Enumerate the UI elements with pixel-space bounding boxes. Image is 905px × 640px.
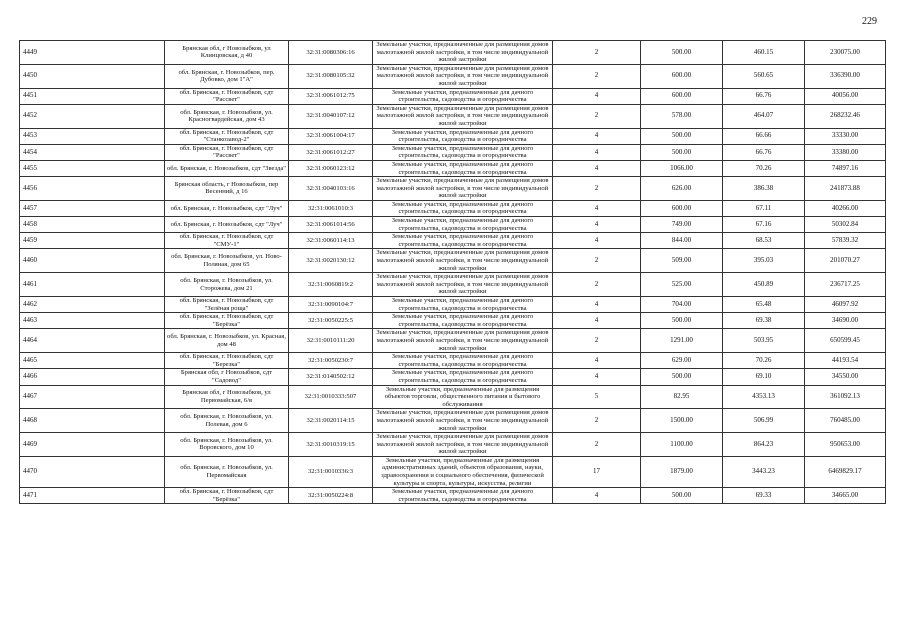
row-area: 1100.00 — [641, 433, 723, 457]
table-row — [20, 369, 886, 385]
row-specific-value: 4353.13 — [723, 385, 805, 409]
row-address: обл. Брянская, г. Новозыбков, ул. Красногвардейская, дом 43 — [165, 104, 289, 128]
row-cadastral-number: 32:31:0140502:12 — [289, 369, 373, 385]
table-row — [20, 41, 886, 65]
table-row — [20, 177, 886, 201]
cadastral-value-table — [19, 40, 886, 504]
table-row — [20, 217, 886, 233]
table-row — [20, 144, 886, 160]
row-cadastral-value: 950653.00 — [805, 433, 886, 457]
row-group: 4 — [553, 353, 641, 369]
table-row — [20, 353, 886, 369]
row-cadastral-value: 33330.00 — [805, 128, 886, 144]
table-row — [20, 200, 886, 216]
row-cadastral-number: 32:31:0060123:12 — [289, 160, 373, 176]
row-group: 2 — [553, 433, 641, 457]
row-group: 2 — [553, 273, 641, 297]
row-area: 749.00 — [641, 217, 723, 233]
row-cadastral-number: 32:31:0050225:5 — [289, 313, 373, 329]
row-area: 578.00 — [641, 104, 723, 128]
row-number: 4458 — [20, 217, 165, 233]
row-land-purpose: Земельные участки, предназначенные для дачного строительства, садоводства и огородничества — [373, 128, 553, 144]
row-land-purpose: Земельные участки, предназначенные для дачного строительства, садоводства и огородничества — [373, 353, 553, 369]
row-cadastral-number: 32:31:0040103:16 — [289, 177, 373, 201]
row-number: 4457 — [20, 200, 165, 216]
row-specific-value: 864.23 — [723, 433, 805, 457]
row-cadastral-number: 32:31:0010111:20 — [289, 329, 373, 353]
row-land-purpose: Земельные участки, предназначенные для размещения домов малоэтажной жилой застройки, в том числе индивидуальной жилой застройки — [373, 329, 553, 353]
row-number: 4465 — [20, 353, 165, 369]
row-area: 500.00 — [641, 41, 723, 65]
row-number: 4461 — [20, 273, 165, 297]
row-number: 4453 — [20, 128, 165, 144]
table-row — [20, 297, 886, 313]
table-row — [20, 385, 886, 409]
row-group: 4 — [553, 160, 641, 176]
row-address: обл. Брянская, г. Новозыбков, сдт "Зелёная роща" — [165, 297, 289, 313]
row-cadastral-value: 34665.00 — [805, 488, 886, 504]
row-specific-value: 450.89 — [723, 273, 805, 297]
row-land-purpose: Земельные участки, предназначенные для размещения объектов торговли, общественного питания и бытового обслуживания — [373, 385, 553, 409]
row-address: обл. Брянская, г. Новозыбков, сдт "Берёзка" — [165, 313, 289, 329]
row-cadastral-value: 33380.00 — [805, 144, 886, 160]
row-cadastral-value: 46097.92 — [805, 297, 886, 313]
row-land-purpose: Земельные участки, предназначенные для размещения домов малоэтажной жилой застройки, в том числе индивидуальной жилой застройки — [373, 64, 553, 88]
row-cadastral-value: 760485.00 — [805, 409, 886, 433]
row-specific-value: 66.76 — [723, 88, 805, 104]
row-area: 509.00 — [641, 249, 723, 273]
row-group: 4 — [553, 200, 641, 216]
row-group: 4 — [553, 128, 641, 144]
row-cadastral-value: 34550.00 — [805, 369, 886, 385]
row-specific-value: 70.26 — [723, 160, 805, 176]
row-number: 4460 — [20, 249, 165, 273]
row-number: 4456 — [20, 177, 165, 201]
row-address: обл. Брянская, г. Новозыбков, сдт "Луч" — [165, 217, 289, 233]
row-specific-value: 386.38 — [723, 177, 805, 201]
row-land-purpose: Земельные участки, предназначенные для дачного строительства, садоводства и огородничества — [373, 313, 553, 329]
row-area: 704.00 — [641, 297, 723, 313]
row-cadastral-value: 50302.84 — [805, 217, 886, 233]
row-cadastral-number: 32:31:0020114:15 — [289, 409, 373, 433]
row-specific-value: 395.03 — [723, 249, 805, 273]
row-address: обл. Брянская, г. Новозыбков, ул. Ново-Поляная, дом 65 — [165, 249, 289, 273]
row-address: обл. Брянская, г. Новозыбков, сдт "Луч" — [165, 200, 289, 216]
table-row — [20, 233, 886, 249]
row-land-purpose: Земельные участки, предназначенные для размещения домов малоэтажной жилой застройки, в том числе индивидуальной жилой застройки — [373, 249, 553, 273]
row-number: 4451 — [20, 88, 165, 104]
row-group: 2 — [553, 249, 641, 273]
row-group: 2 — [553, 41, 641, 65]
row-area: 629.00 — [641, 353, 723, 369]
row-address: обл. Брянская, г. Новозыбков, ул. Воровского, дом 10 — [165, 433, 289, 457]
row-cadastral-value: 40266.00 — [805, 200, 886, 216]
row-area: 600.00 — [641, 200, 723, 216]
row-land-purpose: Земельные участки, предназначенные для размещения домов малоэтажной жилой застройки, в том числе индивидуальной жилой застройки — [373, 177, 553, 201]
row-specific-value: 65.48 — [723, 297, 805, 313]
row-cadastral-number: 32:31:0080306:16 — [289, 41, 373, 65]
row-land-purpose: Земельные участки, предназначенные для размещения административных зданий, объектов образования, науки, здравоохранения и социального обеспечения, физической культуры и спорта, культуры, искусства, религии — [373, 456, 553, 487]
row-land-purpose: Земельные участки, предназначенные для дачного строительства, садоводства и огородничества — [373, 88, 553, 104]
row-number: 4452 — [20, 104, 165, 128]
row-specific-value: 70.26 — [723, 353, 805, 369]
row-address: обл. Брянская, г. Новозыбков, сдт "Звезда" — [165, 160, 289, 176]
row-number: 4470 — [20, 456, 165, 487]
table-row — [20, 64, 886, 88]
row-area: 500.00 — [641, 144, 723, 160]
row-address: обл. Брянская, г. Новозыбков, сдт "СМУ-1" — [165, 233, 289, 249]
row-group: 4 — [553, 88, 641, 104]
row-specific-value: 67.11 — [723, 200, 805, 216]
table-row — [20, 329, 886, 353]
row-cadastral-value: 650599.45 — [805, 329, 886, 353]
row-group: 2 — [553, 104, 641, 128]
row-land-purpose: Земельные участки, предназначенные для дачного строительства, садоводства и огородничества — [373, 297, 553, 313]
row-area: 1879.00 — [641, 456, 723, 487]
row-cadastral-value: 336390.00 — [805, 64, 886, 88]
row-cadastral-number: 32:31:0060819:2 — [289, 273, 373, 297]
row-number: 4454 — [20, 144, 165, 160]
row-number: 4463 — [20, 313, 165, 329]
row-land-purpose: Земельные участки, предназначенные для размещения домов малоэтажной жилой застройки, в том числе индивидуальной жилой застройки — [373, 273, 553, 297]
row-area: 500.00 — [641, 128, 723, 144]
row-cadastral-number: 32:31:0020130:12 — [289, 249, 373, 273]
row-area: 600.00 — [641, 64, 723, 88]
table-row — [20, 88, 886, 104]
row-cadastral-value: 236717.25 — [805, 273, 886, 297]
table-row — [20, 313, 886, 329]
row-cadastral-value: 74897.16 — [805, 160, 886, 176]
row-specific-value: 503.95 — [723, 329, 805, 353]
row-address: обл. Брянская, г. Новозыбков, сдт "Рассвет" — [165, 88, 289, 104]
row-area: 1500.00 — [641, 409, 723, 433]
row-cadastral-value: 34690.00 — [805, 313, 886, 329]
row-group: 5 — [553, 385, 641, 409]
row-cadastral-number: 32:31:0050230:7 — [289, 353, 373, 369]
row-address: Брянская область, г Новозыбков, пер Весенний, д 16 — [165, 177, 289, 201]
table-row — [20, 409, 886, 433]
row-number: 4455 — [20, 160, 165, 176]
table-row — [20, 433, 886, 457]
row-cadastral-number: 32:31:0040107:12 — [289, 104, 373, 128]
row-cadastral-value: 40056.00 — [805, 88, 886, 104]
row-address: обл. Брянская, г. Новозыбков, сдт "Березка" — [165, 353, 289, 369]
row-area: 500.00 — [641, 369, 723, 385]
row-specific-value: 560.65 — [723, 64, 805, 88]
table-row — [20, 249, 886, 273]
row-area: 500.00 — [641, 313, 723, 329]
row-group: 4 — [553, 297, 641, 313]
table-row — [20, 488, 886, 504]
row-group: 2 — [553, 409, 641, 433]
row-cadastral-number: 32:31:0050224:8 — [289, 488, 373, 504]
row-specific-value: 68.53 — [723, 233, 805, 249]
row-specific-value: 460.15 — [723, 41, 805, 65]
row-land-purpose: Земельные участки, предназначенные для дачного строительства, садоводства и огородничества — [373, 160, 553, 176]
row-number: 4449 — [20, 41, 165, 65]
row-group: 17 — [553, 456, 641, 487]
row-address: Брянская обл, г Новозыбков, сдт "Садовод" — [165, 369, 289, 385]
row-area: 844.00 — [641, 233, 723, 249]
row-specific-value: 66.76 — [723, 144, 805, 160]
row-cadastral-number: 32:31:0010319:15 — [289, 433, 373, 457]
row-specific-value: 69.33 — [723, 488, 805, 504]
row-land-purpose: Земельные участки, предназначенные для дачного строительства, садоводства и огородничества — [373, 217, 553, 233]
row-land-purpose: Земельные участки, предназначенные для дачного строительства, садоводства и огородничества — [373, 369, 553, 385]
row-address: Брянская обл, г Новозыбков, ул Клинцовская, д 40 — [165, 41, 289, 65]
row-address: обл. Брянская, г. Новозыбков, ул. Первомайская — [165, 456, 289, 487]
row-address: обл. Брянская, г. Новозыбков, ул. Полевая, дом 6 — [165, 409, 289, 433]
row-specific-value: 506.99 — [723, 409, 805, 433]
row-address: обл. Брянская, г. Новозыбков, сдт "Станкозавод-2" — [165, 128, 289, 144]
row-cadastral-number: 32:31:0010333:507 — [289, 385, 373, 409]
row-cadastral-value: 241873.88 — [805, 177, 886, 201]
row-number: 4467 — [20, 385, 165, 409]
table-body — [20, 41, 886, 504]
row-area: 1066.00 — [641, 160, 723, 176]
table-row — [20, 128, 886, 144]
table-row — [20, 160, 886, 176]
row-area: 626.00 — [641, 177, 723, 201]
row-cadastral-value: 361092.13 — [805, 385, 886, 409]
row-number: 4462 — [20, 297, 165, 313]
table-row — [20, 456, 886, 487]
row-cadastral-number: 32:31:0061012:75 — [289, 88, 373, 104]
row-cadastral-value: 230075.00 — [805, 41, 886, 65]
row-cadastral-value: 268232.46 — [805, 104, 886, 128]
row-land-purpose: Земельные участки, предназначенные для дачного строительства, садоводства и огородничества — [373, 144, 553, 160]
row-group: 4 — [553, 488, 641, 504]
row-land-purpose: Земельные участки, предназначенные для размещения домов малоэтажной жилой застройки, в том числе индивидуальной жилой застройки — [373, 409, 553, 433]
row-area: 1291.00 — [641, 329, 723, 353]
row-land-purpose: Земельные участки, предназначенные для дачного строительства, садоводства и огородничества — [373, 488, 553, 504]
row-number: 4450 — [20, 64, 165, 88]
row-cadastral-value: 201070.27 — [805, 249, 886, 273]
row-number: 4466 — [20, 369, 165, 385]
row-specific-value: 66.66 — [723, 128, 805, 144]
row-area: 82.95 — [641, 385, 723, 409]
row-group: 4 — [553, 369, 641, 385]
row-cadastral-number: 32:31:0010336:3 — [289, 456, 373, 487]
row-cadastral-number: 32:31:0061012:27 — [289, 144, 373, 160]
row-group: 4 — [553, 217, 641, 233]
row-address: Брянская обл, г Новозыбков, ул Первомайская, 6/в — [165, 385, 289, 409]
row-cadastral-number: 32:31:0090104:7 — [289, 297, 373, 313]
row-group: 2 — [553, 329, 641, 353]
row-number: 4464 — [20, 329, 165, 353]
row-cadastral-number: 32:31:0060114:13 — [289, 233, 373, 249]
row-area: 525.00 — [641, 273, 723, 297]
row-cadastral-value: 44193.54 — [805, 353, 886, 369]
row-specific-value: 67.16 — [723, 217, 805, 233]
row-specific-value: 69.10 — [723, 369, 805, 385]
row-cadastral-value: 57839.32 — [805, 233, 886, 249]
row-group: 2 — [553, 64, 641, 88]
row-area: 500.00 — [641, 488, 723, 504]
row-address: обл. Брянская, г. Новозыбков, сдт "Рассвет" — [165, 144, 289, 160]
row-number: 4471 — [20, 488, 165, 504]
row-number: 4459 — [20, 233, 165, 249]
row-land-purpose: Земельные участки, предназначенные для размещения домов малоэтажной жилой застройки, в том числе индивидуальной жилой застройки — [373, 41, 553, 65]
row-cadastral-number: 32:31:0061014:56 — [289, 217, 373, 233]
row-number: 4468 — [20, 409, 165, 433]
row-group: 4 — [553, 313, 641, 329]
row-specific-value: 464.07 — [723, 104, 805, 128]
row-group: 4 — [553, 144, 641, 160]
row-cadastral-value: 6469829.17 — [805, 456, 886, 487]
row-specific-value: 69.38 — [723, 313, 805, 329]
row-address: обл. Брянская, г. Новозыбков, пер. Дубовко, дом 1"А" — [165, 64, 289, 88]
row-land-purpose: Земельные участки, предназначенные для дачного строительства, садоводства и огородничества — [373, 233, 553, 249]
row-number: 4469 — [20, 433, 165, 457]
row-specific-value: 3443.23 — [723, 456, 805, 487]
table-row — [20, 104, 886, 128]
row-address: обл. Брянская, г. Новозыбков, ул. Красная, дом 48 — [165, 329, 289, 353]
row-group: 4 — [553, 233, 641, 249]
row-area: 600.00 — [641, 88, 723, 104]
row-address: обл. Брянская, г. Новозыбков, ул. Сторожева, дом 21 — [165, 273, 289, 297]
row-cadastral-number: 32:31:0061004:17 — [289, 128, 373, 144]
table-row — [20, 273, 886, 297]
row-land-purpose: Земельные участки, предназначенные для размещения домов малоэтажной жилой застройки, в том числе индивидуальной жилой застройки — [373, 104, 553, 128]
row-cadastral-number: 32:31:0061010:3 — [289, 200, 373, 216]
row-land-purpose: Земельные участки, предназначенные для дачного строительства, садоводства и огородничества — [373, 200, 553, 216]
row-land-purpose: Земельные участки, предназначенные для размещения домов малоэтажной жилой застройки, в том числе индивидуальной жилой застройки — [373, 433, 553, 457]
row-cadastral-number: 32:31:0080105:32 — [289, 64, 373, 88]
page-number: 229 — [862, 16, 877, 27]
row-address: обл. Брянская, г. Новозыбков, сдт "Берёзка" — [165, 488, 289, 504]
row-group: 2 — [553, 177, 641, 201]
